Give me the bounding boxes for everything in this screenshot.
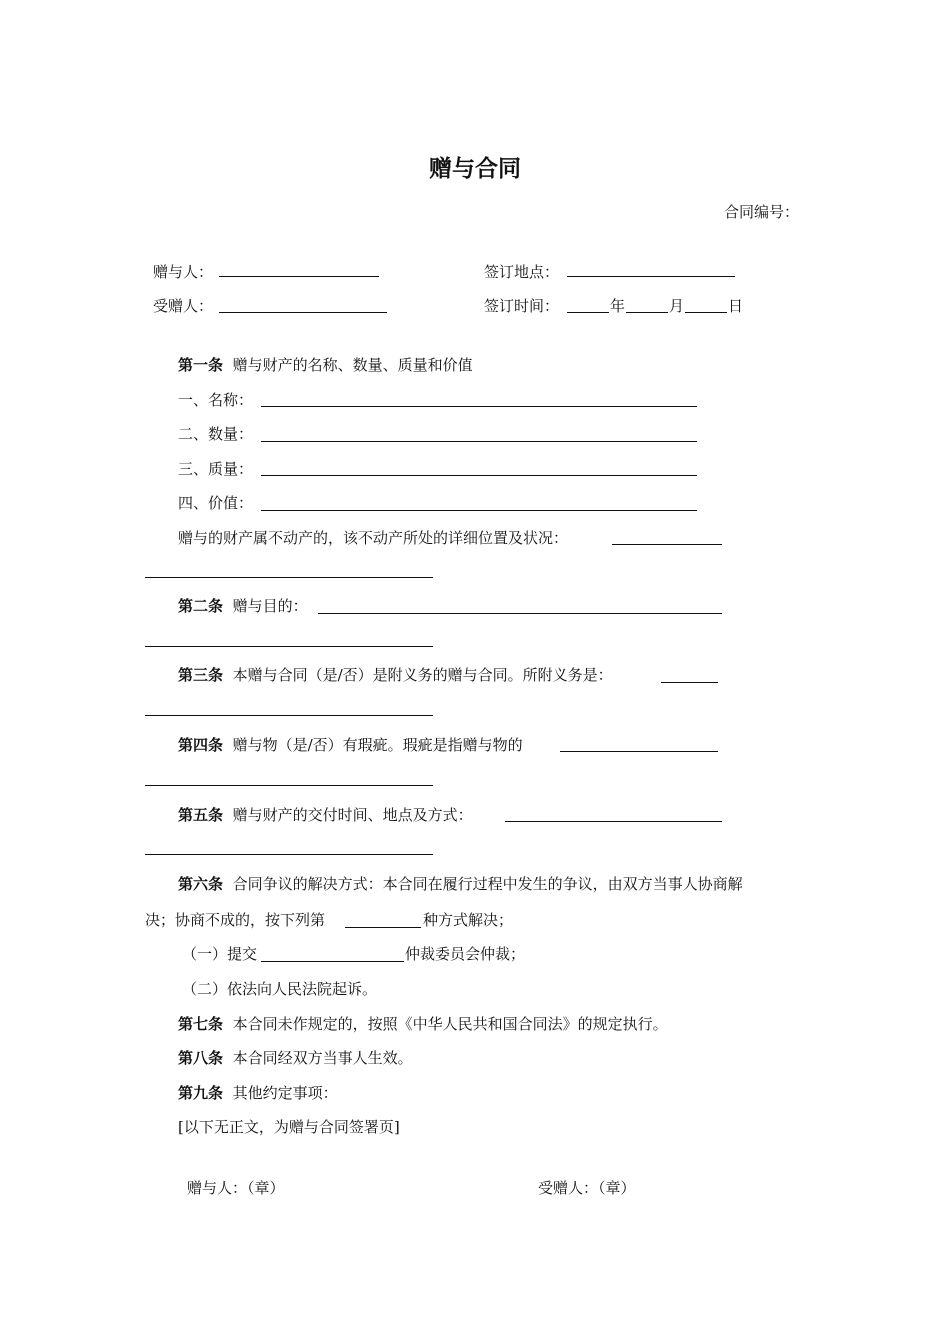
- realty-text: 赠与的财产属不动产的，该不动产所处的详细位置及状况：: [178, 529, 569, 547]
- article-2: [178, 596, 308, 616]
- article-2-text: 赠与目的：: [232, 597, 308, 615]
- day-blank[interactable]: [685, 312, 727, 313]
- article-7-text: 本合同未作规定的，按照《中华人民共和国合同法》的规定执行。: [232, 1015, 668, 1033]
- donee-signature: 受赠人：（章）: [538, 1179, 636, 1197]
- resolution-choice-blank[interactable]: [345, 927, 421, 928]
- donor-label: 赠与人：: [153, 263, 214, 281]
- arbitration-commission-blank[interactable]: [261, 961, 404, 962]
- article-1-text: 赠与财产的名称、数量、质量和价值: [232, 356, 473, 374]
- item-value-label: 四、价值：: [178, 494, 254, 512]
- year-blank[interactable]: [567, 312, 609, 313]
- article-4: [178, 735, 523, 755]
- article-8: [178, 1048, 413, 1068]
- donor-signature: 赠与人：（章）: [187, 1179, 285, 1197]
- article-3-heading: 第三条: [178, 666, 224, 684]
- article-9-heading: 第九条: [178, 1084, 224, 1102]
- month-label: 月: [669, 297, 685, 315]
- article-6-text-line2b: 种方式解决；: [423, 911, 514, 929]
- article-8-heading: 第八条: [178, 1049, 224, 1067]
- item-quality-label: 三、质量：: [178, 460, 254, 478]
- option-1-prefix: （一）提交: [182, 945, 258, 963]
- article-8-text: 本合同经双方当事人生效。: [232, 1049, 413, 1067]
- end-note: [以下无正文，为赠与合同签署页]: [178, 1118, 400, 1136]
- article-9-text: 其他约定事项：: [232, 1084, 338, 1102]
- defect-blank-1[interactable]: [560, 751, 718, 752]
- article-3-text: 本赠与合同（是/否）是附义务的赠与合同。所附义务是：: [232, 666, 613, 684]
- year-label: 年: [610, 297, 626, 315]
- sign-time-label: 签订时间：: [484, 297, 560, 315]
- item-quality-blank[interactable]: [261, 475, 697, 476]
- donee-blank[interactable]: [219, 312, 387, 313]
- article-6: [178, 874, 743, 894]
- item-quantity-blank[interactable]: [261, 441, 697, 442]
- article-5: [178, 805, 473, 825]
- item-name-label: 一、名称：: [178, 391, 254, 409]
- obligation-blank-2[interactable]: [145, 715, 433, 716]
- donee-label: 受赠人：: [153, 297, 214, 315]
- article-6-text-line1: 合同争议的解决方式：本合同在履行过程中发生的争议，由双方当事人协商解: [232, 875, 743, 893]
- article-5-heading: 第五条: [178, 806, 224, 824]
- page-title: 赠与合同: [429, 156, 521, 182]
- item-quantity-label: 二、数量：: [178, 425, 254, 443]
- article-4-text: 赠与物（是/否）有瑕疵。瑕疵是指赠与物的: [232, 736, 523, 754]
- month-blank[interactable]: [626, 312, 668, 313]
- article-6-heading: 第六条: [178, 875, 224, 893]
- article-9: [178, 1083, 338, 1103]
- article-4-heading: 第四条: [178, 736, 224, 754]
- day-label: 日: [728, 297, 744, 315]
- donor-blank[interactable]: [219, 276, 379, 277]
- realty-blank-1[interactable]: [612, 544, 722, 545]
- article-7: [178, 1014, 668, 1034]
- option-2: （二）依法向人民法院起诉。: [182, 980, 378, 998]
- obligation-blank-1[interactable]: [661, 682, 718, 683]
- delivery-blank-2[interactable]: [145, 854, 433, 855]
- article-1: [178, 355, 473, 375]
- sign-place-blank[interactable]: [567, 276, 735, 277]
- delivery-blank-1[interactable]: [505, 821, 722, 822]
- defect-blank-2[interactable]: [145, 785, 433, 786]
- article-2-heading: 第二条: [178, 597, 224, 615]
- item-name-blank[interactable]: [261, 406, 697, 407]
- option-1-suffix: 仲裁委员会仲裁；: [405, 945, 526, 963]
- article-7-heading: 第七条: [178, 1015, 224, 1033]
- item-value-blank[interactable]: [261, 510, 697, 511]
- realty-blank-2[interactable]: [145, 577, 433, 578]
- article-5-text: 赠与财产的交付时间、地点及方式：: [232, 806, 473, 824]
- purpose-blank-2[interactable]: [145, 646, 433, 647]
- article-1-heading: 第一条: [178, 356, 224, 374]
- contract-number-label: 合同编号：: [724, 203, 800, 221]
- article-3: [178, 665, 613, 685]
- article-6-text-line2a: 决；协商不成的，按下列第: [145, 911, 326, 929]
- purpose-blank-1[interactable]: [318, 613, 722, 614]
- sign-place-label: 签订地点：: [484, 263, 560, 281]
